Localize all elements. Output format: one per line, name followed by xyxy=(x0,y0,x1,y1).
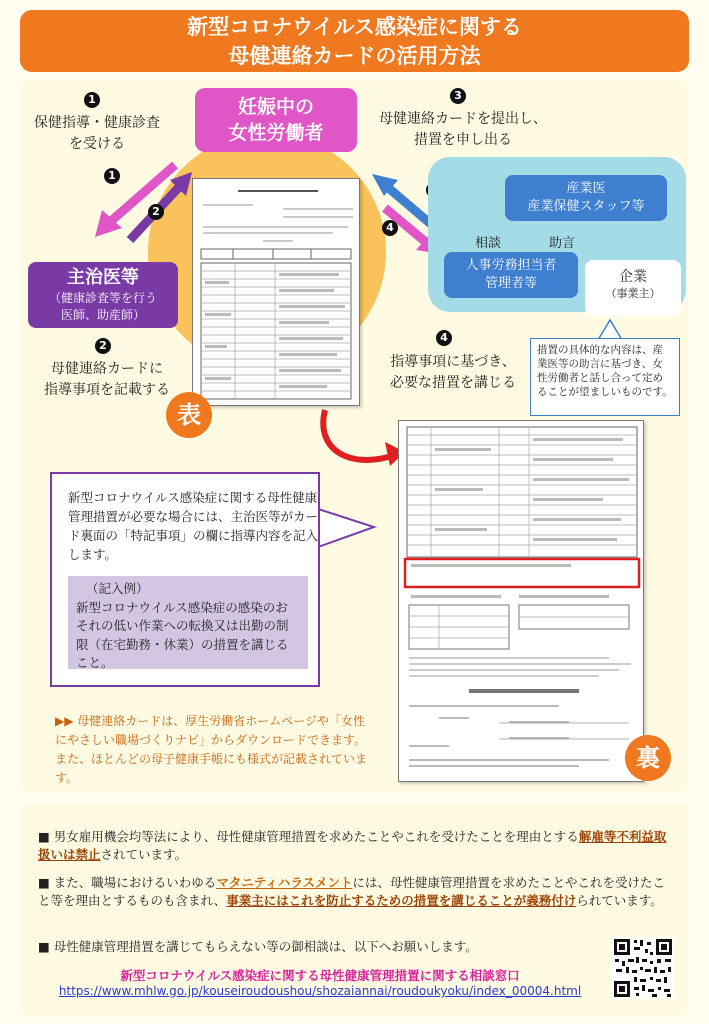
bullet-mark: ■ xyxy=(38,875,54,890)
step2-line2: 指導事項を記載する xyxy=(44,382,170,398)
occupational-box xyxy=(505,175,667,221)
bullet-mark: ■ xyxy=(38,829,54,844)
occupational-line1: 産業医 xyxy=(566,181,606,196)
step3-line1: 母健連絡カードを提出し、 xyxy=(379,111,547,127)
step4-label xyxy=(378,352,528,394)
consult-title: 新型コロナウイルス感染症に関する母性健康管理措置に関する相談窓口 xyxy=(120,968,520,983)
example-intro: 新型コロナウイルス感染症に関する母性健康管理措置が必要な場合には、主治医等がカード裏面の「特記事項」の欄に指導内容を記入します。 xyxy=(68,490,319,562)
example-sample xyxy=(68,576,308,669)
title-line1: 新型コロナウイルス感染症に関する xyxy=(187,15,522,39)
doctor-sub2: 医師、助産師） xyxy=(60,308,145,322)
bullet-1-post: されています。 xyxy=(100,847,188,862)
bullet-3 xyxy=(38,938,598,956)
omote-badge: 表 xyxy=(166,392,212,438)
card-back-image xyxy=(398,420,644,782)
hr-line1: 人事労務担当者 xyxy=(465,258,557,273)
step4-arrow-number: 4 xyxy=(382,220,398,236)
step1-line2: を受ける xyxy=(69,136,125,152)
worker-line1: 妊娠中の xyxy=(237,96,314,118)
doctor-sub1: （健康診査等を行う xyxy=(48,291,157,305)
step1-label xyxy=(22,113,172,155)
step4-number: 4 xyxy=(436,330,452,346)
measure-note: 措置の具体的な内容は、産業医等の助言に基づき、女性労働者と話し合って定めることが望ましいものです。 xyxy=(530,338,680,416)
bullet-1-pre: 男女雇用機会均等法により、母性健康管理措置を求めたことやこれを受けたことを理由とする xyxy=(53,829,579,844)
bullet-1-emphasis: 解雇等不利益取扱いは禁止 xyxy=(38,829,667,862)
bullet-2-mid: には、母性健康管理措置を求めたことやこれを受けたこと等を理由とするものも含まれ、 xyxy=(38,875,665,908)
bullet-1 xyxy=(38,828,668,864)
doctor-box xyxy=(28,262,178,328)
step3-label xyxy=(378,109,548,151)
qr-code[interactable] xyxy=(612,937,674,999)
kigyo-title: 企業 xyxy=(619,269,647,285)
consult-link[interactable]: https://www.mhlw.go.jp/kouseiroudoushou/shozaiannai/roudoukyoku/index_00004.html xyxy=(58,984,582,998)
step1-arrow-number: 1 xyxy=(104,168,120,184)
step1-line1: 保健指導・健康診査 xyxy=(34,115,160,131)
bullet-2-emphasis-2: 事業主にはこれを防止するための措置を講じることが義務付け xyxy=(226,893,577,908)
step3-number: 3 xyxy=(450,88,466,104)
bullet-mark: ■ xyxy=(38,939,54,954)
red-curve-arrow xyxy=(323,410,405,466)
kigyo-box xyxy=(585,260,681,316)
step2-number: 2 xyxy=(95,338,111,354)
download-note: ▶▶ 母健連絡カードは、厚生労働省ホームページや「女性にやさしい職場づくりナビ」からダウンロードできます。また、ほとんどの母子健康手帳にも様式が記載されています。 xyxy=(55,714,368,785)
jogen-label: 助言 xyxy=(548,236,575,251)
ura-badge: 裏 xyxy=(625,735,671,781)
bullet-2-emphasis-1: マタニティハラスメント xyxy=(216,875,353,890)
step3-line2: 措置を申し出る xyxy=(414,132,512,148)
card-front-image xyxy=(192,178,360,406)
occupational-line2: 産業保健スタッフ等 xyxy=(527,199,645,214)
step1-number: 1 xyxy=(84,92,100,108)
step2-line1: 母健連絡カードに xyxy=(51,361,163,377)
step4-line1: 指導事項に基づき、 xyxy=(390,354,516,370)
hr-line2: 管理者等 xyxy=(484,276,537,291)
card-back-drawing xyxy=(399,421,644,782)
title-line2: 母健連絡カードの活用方法 xyxy=(228,44,481,68)
step2-arrow-number: 2 xyxy=(148,204,164,220)
bullet-2-pre: また、職場におけるいわゆる xyxy=(53,875,217,890)
step4-line2: 必要な措置を講じる xyxy=(390,375,516,391)
bullet-2 xyxy=(38,874,668,910)
doctor-title: 主治医等 xyxy=(67,267,139,288)
bullet-3-text: 母性健康管理措置を講じてもらえない等の御相談は、以下へお願いします。 xyxy=(53,939,478,954)
example-body: 新型コロナウイルス感染症の感染のおそれの低い作業への転換又は出勤の制限（在宅勤務・休業）の措置を講じること。 xyxy=(76,599,289,670)
step2-label xyxy=(22,359,192,401)
kigyo-sub: （事業主） xyxy=(605,287,661,300)
bullet-2-post: られています。 xyxy=(576,893,663,908)
example-heading: （記入例） xyxy=(86,581,149,596)
soudan-label: 相談 xyxy=(474,236,501,251)
worker-box xyxy=(195,88,357,152)
card-front-drawing xyxy=(193,179,360,406)
qr-code-drawing xyxy=(612,937,674,999)
worker-line2: 女性労働者 xyxy=(228,122,324,144)
hr-box xyxy=(444,252,578,298)
example-pointer xyxy=(318,505,378,555)
